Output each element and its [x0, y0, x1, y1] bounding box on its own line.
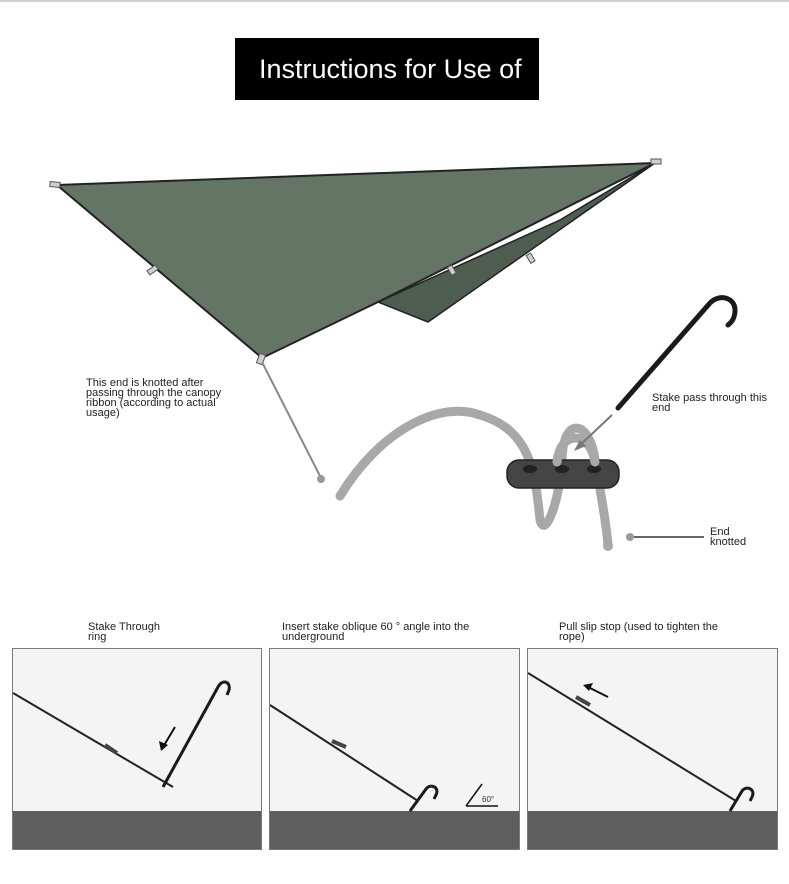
note-line: Stake pass through this — [652, 392, 767, 404]
caption-line: ring — [88, 631, 107, 643]
guy-line — [528, 673, 736, 801]
page-title: Instructions for Use of — [235, 38, 539, 100]
canopy-tab — [526, 253, 535, 263]
caption-line: Stake Through — [88, 621, 160, 633]
end-knotted-note — [710, 527, 746, 547]
note-line: passing through the canopy — [86, 387, 222, 399]
step-2-panel — [269, 648, 520, 850]
step-1-caption — [88, 622, 160, 642]
stake-pass-note — [652, 393, 767, 413]
note-line: knotted — [710, 536, 747, 548]
canopy-tab — [651, 159, 661, 164]
caption-line: underground — [282, 631, 345, 643]
knot-dot — [626, 533, 634, 541]
leader-dot — [317, 475, 325, 483]
canopy-tab — [50, 182, 60, 188]
note-line: End — [710, 526, 730, 538]
guy-line — [13, 693, 173, 787]
caption-line: Pull slip stop (used to tighten the — [559, 621, 718, 633]
angle-label: 60° — [482, 795, 495, 804]
step-3-caption — [559, 622, 718, 642]
canopy-tab — [147, 265, 158, 275]
step-3-panel — [527, 648, 778, 850]
note-line: This end is knotted after — [86, 377, 204, 389]
note-line: usage) — [86, 407, 120, 419]
knotted-end-note — [86, 378, 221, 418]
ground — [13, 811, 262, 850]
canopy — [57, 163, 655, 358]
ground — [270, 811, 520, 850]
guy-line — [270, 705, 418, 801]
slip-stop — [507, 460, 619, 488]
caption-line: rope) — [559, 631, 585, 643]
step-2-caption — [282, 622, 469, 642]
ground — [528, 811, 778, 850]
tent-stake-icon — [163, 682, 229, 787]
leader-line — [262, 362, 320, 476]
note-line: end — [652, 402, 671, 414]
note-line: ribbon (according to actual — [86, 397, 216, 409]
caption-line: Insert stake oblique 60 ° angle into the — [282, 621, 470, 633]
step-1-panel — [12, 648, 262, 850]
arrow-icon — [588, 687, 608, 697]
